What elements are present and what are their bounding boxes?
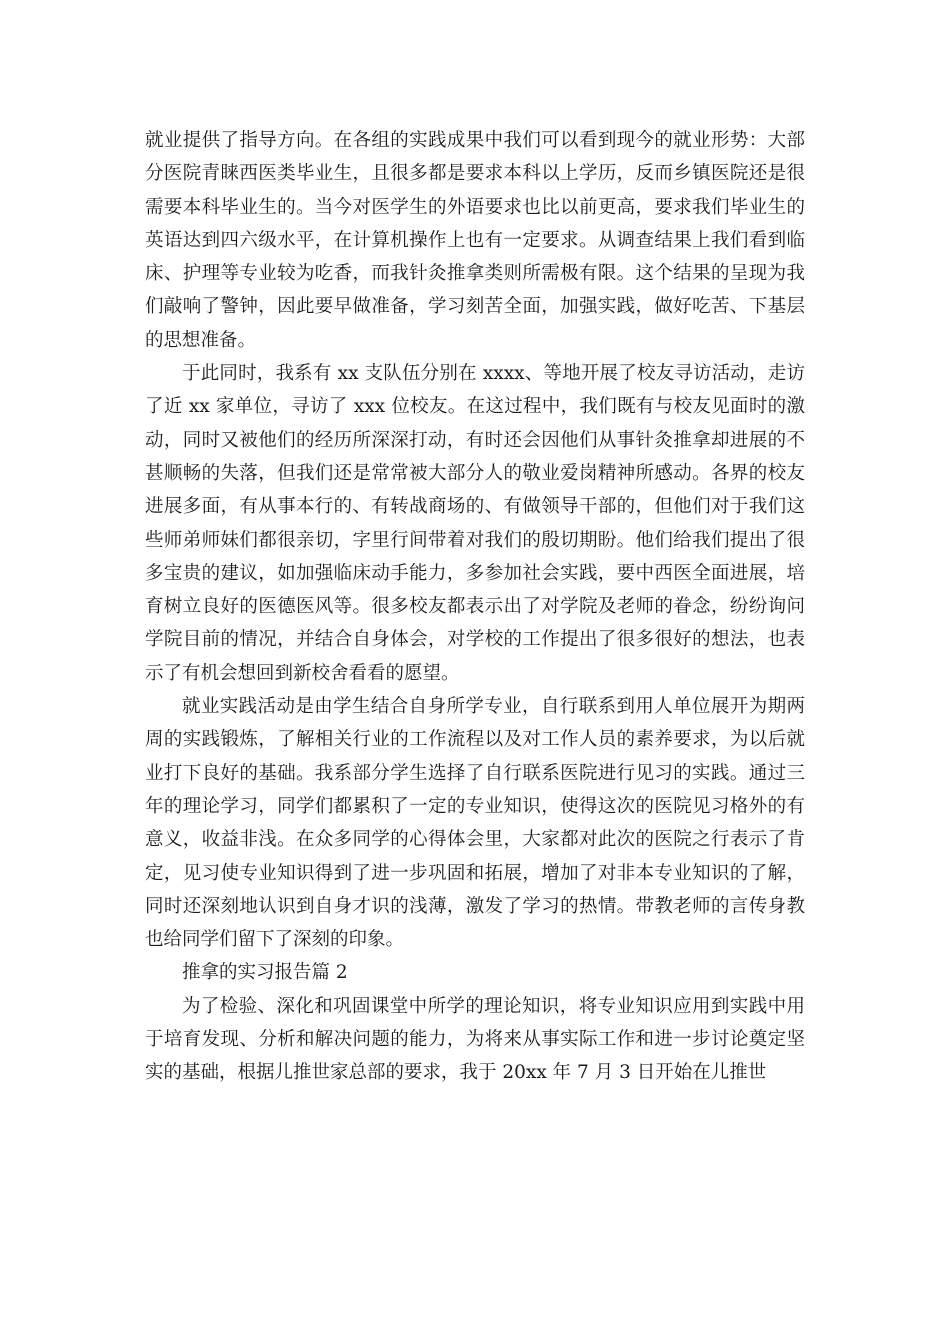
document-body <box>145 124 805 1090</box>
paragraph-employment-practice: 就业实践活动是由学生结合自身所学专业，自行联系到用人单位展开为期两周的实践锻炼，了解相关行业的工作流程以及对工作人员的素养要求，为以后就业打下良好的基础。我系部分学生选择了自行联系医院进行见习的实践。通过三年的理论学习，同学们都累积了一定的专业知识，使得这次的医院见习格外的有意义，收益非浅。在众多同学的心得体会里，大家都对此次的医院之行表示了肯定，见习使专业知识得到了进一步巩固和拓展，增加了对非本专业知识的了解，同时还深刻地认识到自身才识的浅薄，激发了学习的热情。带教老师的言传身教也给同学们留下了深刻的印象。 <box>145 696 805 951</box>
paragraph-alumni-visits: 于此同时，我系有 xx 支队伍分别在 xxxx、等地开展了校友寻访活动，走访了近 xx 家单位，寻访了 xxx 位校友。在这过程中，我们既有与校友见面时的激动，同时又被他们的经历所深深打动，有时还会因他们从事针灸推拿却进展的不甚顺畅的失落，但我们还是常常被大部分人的敬业爱岗精神所感动。各界的校友进展多面，有从事本行的、有转战商场的、有做领导干部的，但他们对于我们这些师弟师妹们都很亲切，字里行间带着对我们的殷切期盼。他们给我们提出了很多宝贵的建议，如加强临床动手能力，多参加社会实践，要中西医全面进展，培育树立良好的医德医风等。很多校友都表示出了对学院及老师的眷念，纷纷询问学院目前的情况，并结合自身体会，对学校的工作提出了很多很好的想法，也表示了有机会想回到新校舍看看的愿望。 <box>145 363 805 684</box>
paragraph-internship-intro: 为了检验、深化和巩固课堂中所学的理论知识，将专业知识应用到实践中用于培育发现、分析和解决问题的能力，为将来从事实际工作和进一步讨论奠定坚实的基础，根据儿推世家总部的要求，我于 20xx 年 7 月 3 日开始在儿推世 <box>145 995 805 1084</box>
paragraph-continuation: 就业提供了指导方向。在各组的实践成果中我们可以看到现今的就业形势：大部分医院青睐西医类毕业生，且很多都是要求本科以上学历，反而乡镇医院还是很需要本科毕业生的。当今对医学生的外语要求也比以前更高，要求我们毕业生的英语达到四六级水平，在计算机操作上也有一定要求。从调查结果上我们看到临床、护理等专业较为吃香，而我针灸推拿类则所需极有限。这个结果的呈现为我们敲响了警钟，因此要早做准备，学习刻苦全面，加强实践，做好吃苦、下基层的思想准备。 <box>145 130 805 351</box>
section-heading: 推拿的实习报告篇 2 <box>182 962 348 984</box>
